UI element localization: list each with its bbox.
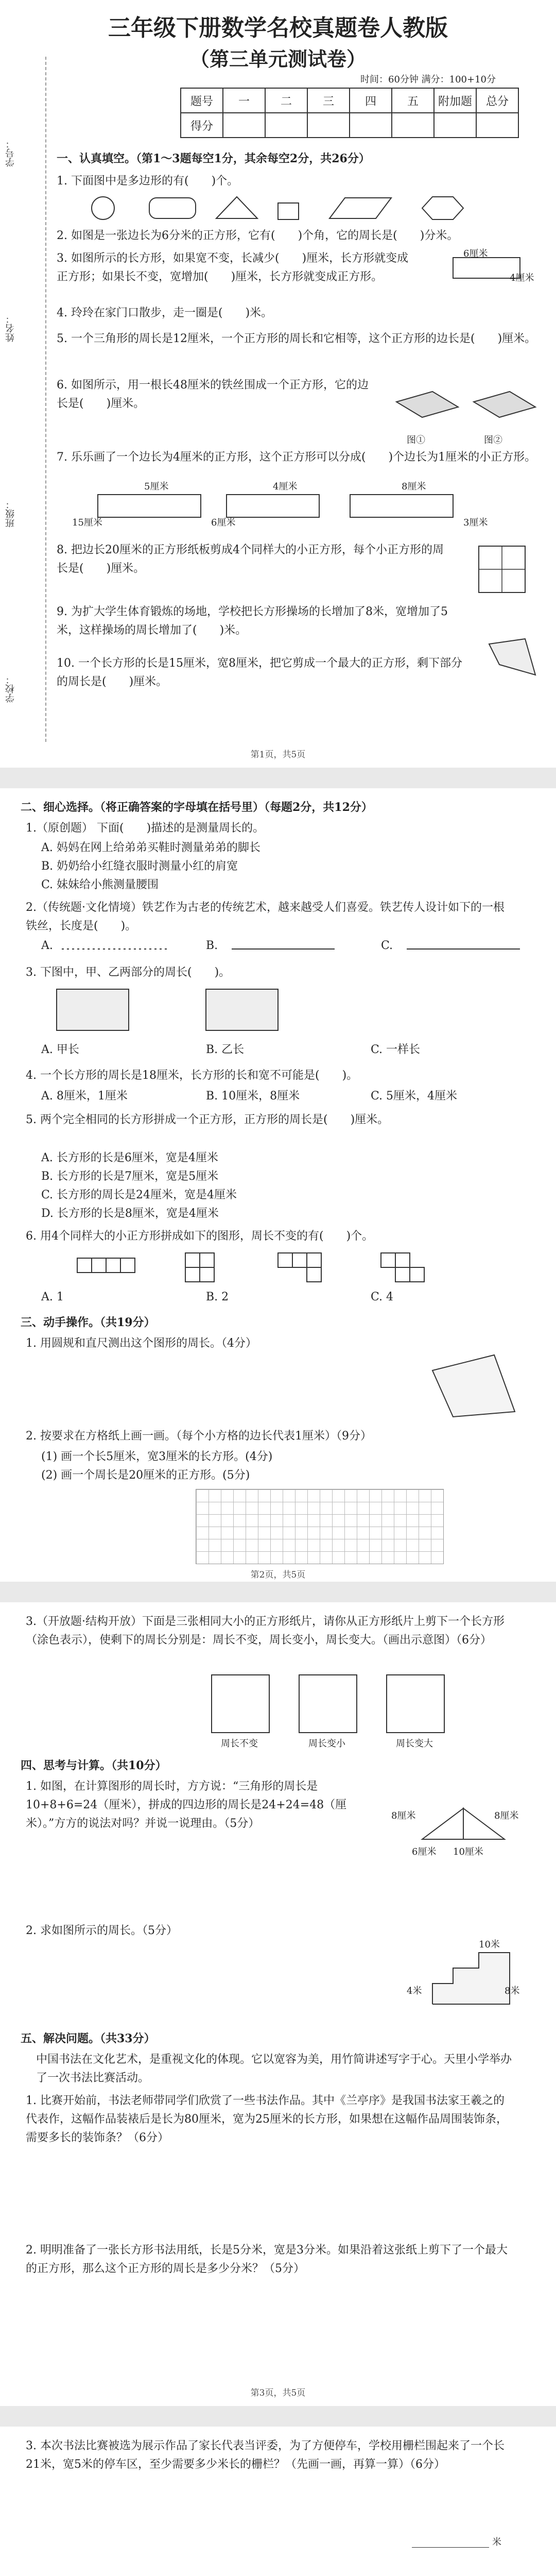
score-col: 总分: [476, 88, 518, 113]
grid-paper[interactable]: [196, 1489, 444, 1564]
section-heading: 一、认真填空。（第1～3题每空1分，其余每空2分，共26分）: [57, 152, 370, 165]
rect-width-label: 4厘米: [510, 273, 534, 283]
dim-label: 8厘米: [494, 1810, 519, 1821]
choice-option[interactable]: D. 长方形的长是8厘米，宽是4厘米: [41, 1207, 219, 1220]
question-8: 8. 把边长20厘米的正方形纸板剪成4个同样大的小正方形，每个小正方形的周长是( )厘米。: [57, 544, 444, 575]
choice-option[interactable]: B.: [206, 939, 218, 952]
square-caption: 周长变大: [396, 1738, 433, 1749]
sidebar-class: 班级：: [5, 500, 16, 528]
choice-option[interactable]: A. 妈妈在网上给弟弟买鞋时测量弟弟的脚长: [41, 841, 260, 854]
page-subtitle: （第三单元测试卷）: [189, 47, 366, 71]
question-1: 1. 下面图中是多边形的有( )个。: [57, 175, 239, 188]
dim-label: 4米: [407, 1986, 422, 1996]
page-footer: 第1页，共5页: [250, 750, 306, 760]
left-triangle: [422, 1808, 463, 1839]
choice-option[interactable]: A. 甲长: [41, 1043, 79, 1056]
jia-yi-figures: [51, 984, 360, 1036]
section-heading: 三、动手操作。（共19分）: [21, 1316, 155, 1329]
operation-3: 3.（开放题·结构开放）下面是三张相同大小的正方形纸片，请你从正方形纸片上剪下一个长方形（涂色表示），使剩下的周长分别是：周长不变，周长变小，周长变大。（画出示意图）（6分）: [26, 1615, 505, 1647]
choice-question-1: 1.（原创题） 下面( )描述的是测量周长的。: [26, 822, 265, 835]
folded-paper-figure: [484, 634, 541, 685]
score-cell[interactable]: [350, 113, 392, 138]
page-title: 三年级下册数学名校真题卷人教版: [108, 15, 448, 41]
score-col: 三: [307, 88, 350, 113]
polygon-figures: [82, 193, 494, 224]
exam-info: 时间：60分钟 满分：100+10分: [360, 74, 496, 85]
score-col: 二: [265, 88, 307, 113]
sidebar-number: 学号：: [5, 139, 16, 167]
paper-square-3[interactable]: [386, 1674, 445, 1733]
story-intro: 中国书法在文化艺术，是重视文化的体现。它以宽容为美，用竹简讲述写字于心。天里小学举办了一次书法比赛活动。: [36, 2053, 512, 2084]
dim-label: 10厘米: [453, 1846, 483, 1857]
dim-label: 5厘米: [144, 481, 169, 492]
section-heading: 二、细心选择。（将正确答案的字母填在括号里）（每题2分，共12分）: [21, 801, 373, 814]
choice-option[interactable]: A.: [41, 939, 53, 952]
choice-option[interactable]: C. 一样长: [371, 1043, 421, 1056]
score-cell[interactable]: [223, 113, 265, 138]
square-b: [227, 495, 319, 517]
square-shapes: [93, 489, 515, 526]
paper-square-2[interactable]: [299, 1674, 357, 1733]
score-col: 五: [392, 88, 434, 113]
four-square-shapes: [72, 1248, 484, 1284]
page-2: [0, 788, 556, 1582]
square-c: [350, 495, 453, 517]
figure-yi: [206, 989, 278, 1030]
choice-option[interactable]: C. 妹妹给小熊测量腰围: [41, 878, 159, 891]
triangle-shape: [216, 197, 257, 218]
page-footer: 第2页，共5页: [250, 1570, 306, 1580]
dim-label: 6厘米: [211, 517, 236, 528]
table-a: [396, 392, 458, 417]
problem-3: 3. 本次书法比赛被选为展示作品了家长代表当评委，为了方便停车，学校用栅栏围起来了一个长21米，宽5米的停车区，至少需要多少米长的栅栏？（先画一画，再算一算）（6分）: [26, 2439, 505, 2471]
dim-label: 8厘米: [391, 1810, 416, 1821]
unit-label: 米: [492, 2537, 501, 2548]
dim-label: 4厘米: [273, 481, 298, 492]
page-1: [0, 0, 556, 768]
score-cell[interactable]: [434, 113, 476, 138]
paper-shape: [489, 639, 535, 675]
section-heading: 四、思考与计算。（共10分）: [21, 1759, 167, 1772]
answer-line[interactable]: [412, 2535, 489, 2548]
operation-2: 2. 按要求在方格纸上画一画。（每个小方格的边长代表1厘米）（9分）: [26, 1430, 372, 1443]
score-row-label: 得分: [181, 113, 223, 138]
operation-2a: (1) 画一个长5厘米，宽3厘米的长方形。(4分): [41, 1450, 273, 1463]
staircase-figure: [422, 1942, 525, 2014]
question-3: 3. 如图所示的长方形，如果宽不变，长减少( )厘米，长方形就变成正方形；如果长不变，宽增加( )厘米，长方形就变成正方形。: [57, 252, 409, 283]
question-4: 4. 玲玲在家门口散步，走一圈是( )米。: [57, 307, 273, 319]
choice-option[interactable]: B. 奶奶给小红缝衣服时测量小红的肩宽: [41, 860, 238, 873]
score-cell[interactable]: [265, 113, 307, 138]
choice-option[interactable]: C. 长方形的周长是24厘米，宽是4厘米: [41, 1189, 237, 1201]
dim-label: 6厘米: [412, 1846, 437, 1857]
choice-option[interactable]: C.: [381, 939, 393, 952]
operation-2b: (2) 画一个周长是20厘米的正方形。(5分): [41, 1469, 250, 1482]
choice-option[interactable]: A. 1: [41, 1291, 64, 1303]
table-figures: [386, 376, 541, 438]
page-footer: 第3页，共5页: [250, 2388, 306, 2398]
rounded-rect-shape: [149, 198, 196, 218]
choice-option[interactable]: B. 10厘米，8厘米: [206, 1090, 300, 1103]
question-2: 2. 如图是一张边长为6分米的正方形，它有( )个角，它的周长是( )分米。: [57, 229, 459, 242]
choice-question-2: 2.（传统题·文化情境）铁艺作为古老的传统艺术，越来越受人们喜爱。铁艺传人设计如下的一根铁丝，长度是( )。: [26, 901, 505, 933]
score-col: 一: [223, 88, 265, 113]
quad-shape: [432, 1355, 515, 1417]
square-caption: 周长不变: [221, 1738, 258, 1749]
score-cell[interactable]: [476, 113, 518, 138]
dim-label: 10米: [479, 1939, 500, 1950]
question-5: 5. 一个三角形的周长是12厘米，一个正方形的周长和它相等，这个正方形的边长是( )厘米。: [57, 332, 536, 345]
choice-option[interactable]: A. 8厘米，1厘米: [41, 1090, 128, 1103]
question-10: 10. 一个长方形的长是15厘米，宽8厘米，把它剪成一个最大的正方形，剩下部分的周长是( )厘米。: [57, 657, 462, 688]
section-heading: 五、解决问题。（共33分）: [21, 2032, 155, 2045]
choice-option[interactable]: A. 长方形的长是6厘米，宽是4厘米: [41, 1151, 218, 1164]
figure-2-label: 图②: [484, 435, 502, 446]
square-caption: 周长变小: [308, 1738, 345, 1749]
square-a: [98, 495, 201, 517]
staircase-outline: [432, 1953, 510, 2004]
dim-label: 3厘米: [463, 517, 488, 528]
calc-1: 1. 如图，在计算图形的周长时，方方说：“三角形的周长是10+8+6=24（厘米），拼成的四边形的周长是24+24=48（厘米）。”方方的说法对吗？并说一说理由。（5分）: [26, 1780, 347, 1830]
rect-length-label: 6厘米: [463, 248, 488, 259]
sidebar: [0, 57, 46, 742]
choice-question-6: 6. 用4个同样大的小正方形拼成如下的图形，周长不变的有( )个。: [26, 1230, 374, 1243]
figure-1-label: 图①: [407, 435, 425, 446]
choice-question-5: 5. 两个完全相同的长方形拼成一个正方形，正方形的周长是( )厘米。: [26, 1113, 389, 1126]
choice-question-4: 4. 一个长方形的周长是18厘米，长方形的长和宽不可能是( )。: [26, 1069, 358, 1082]
hexagon-shape: [422, 197, 463, 219]
cube-shape: [278, 203, 299, 219]
sidebar-school: 学校：: [5, 675, 16, 703]
choice-option[interactable]: C. 4: [371, 1291, 394, 1303]
dim-label: 15厘米: [72, 517, 102, 528]
cut-square-figure: [474, 541, 530, 598]
calc-2: 2. 求如图所示的周长。（5分）: [26, 1924, 178, 1937]
page-3: [0, 1602, 556, 2406]
figure-jia: [57, 989, 129, 1030]
score-table: [180, 88, 519, 138]
choice-option[interactable]: B. 2: [206, 1291, 229, 1303]
choice-question-3: 3. 下图中，甲、乙两部分的周长( )。: [26, 966, 231, 979]
operation-1: 1. 用圆规和直尺测出这个图形的周长。（4分）: [26, 1337, 257, 1350]
problem-2: 2. 明明准备了一张长方形书法用纸，长是5分米，宽是3分米。如果沿着这张纸上剪下了一个最大的正方形，那么这个正方形的周长是多少分米？（5分）: [26, 2244, 508, 2275]
circle-shape: [92, 197, 114, 219]
problem-1: 1. 比赛开始前，书法老师带同学们欣赏了一些书法作品。其中《兰亭序》是我国书法家王羲之的代表作，这幅作品装裱后是长为80厘米，宽为25厘米的长方形，如果想在这幅作品周围装饰条，需要多长的装饰条？（6分）: [26, 2094, 508, 2144]
score-col: 附加题: [434, 88, 476, 113]
question-9: 9. 为扩大学生体育锻炼的场地，学校把长方形操场的长增加了8米，宽增加了5米，这样操场的周长增加了( )米。: [57, 605, 448, 637]
parallelogram-shape: [329, 198, 391, 218]
choice-option[interactable]: C. 5厘米，4厘米: [371, 1090, 458, 1103]
wire-figures: [57, 939, 551, 959]
page-4: [0, 2427, 556, 2576]
dim-label: 8米: [505, 1986, 520, 1996]
dim-label: 8厘米: [402, 481, 426, 492]
paper-square-1[interactable]: [211, 1674, 270, 1733]
score-col: 四: [350, 88, 392, 113]
score-cell[interactable]: [392, 113, 434, 138]
score-col: 题号: [181, 88, 223, 113]
question-6: 6. 如图所示，用一根长48厘米的铁丝围成一个正方形，它的边长是( )厘米。: [57, 379, 369, 410]
score-cell[interactable]: [307, 113, 350, 138]
question-7: 7. 乐乐画了一个边长为4厘米的正方形，这个正方形可以分成( )个边长为1厘米的小正方形。: [57, 451, 536, 464]
shape-row-1: [77, 1253, 424, 1282]
choice-option[interactable]: B. 乙长: [206, 1043, 245, 1056]
choice-option[interactable]: B. 长方形的长是7厘米，宽是5厘米: [41, 1170, 219, 1183]
measure-figure: [422, 1350, 525, 1427]
table-b: [474, 392, 535, 417]
sidebar-name: 姓名：: [5, 314, 16, 342]
